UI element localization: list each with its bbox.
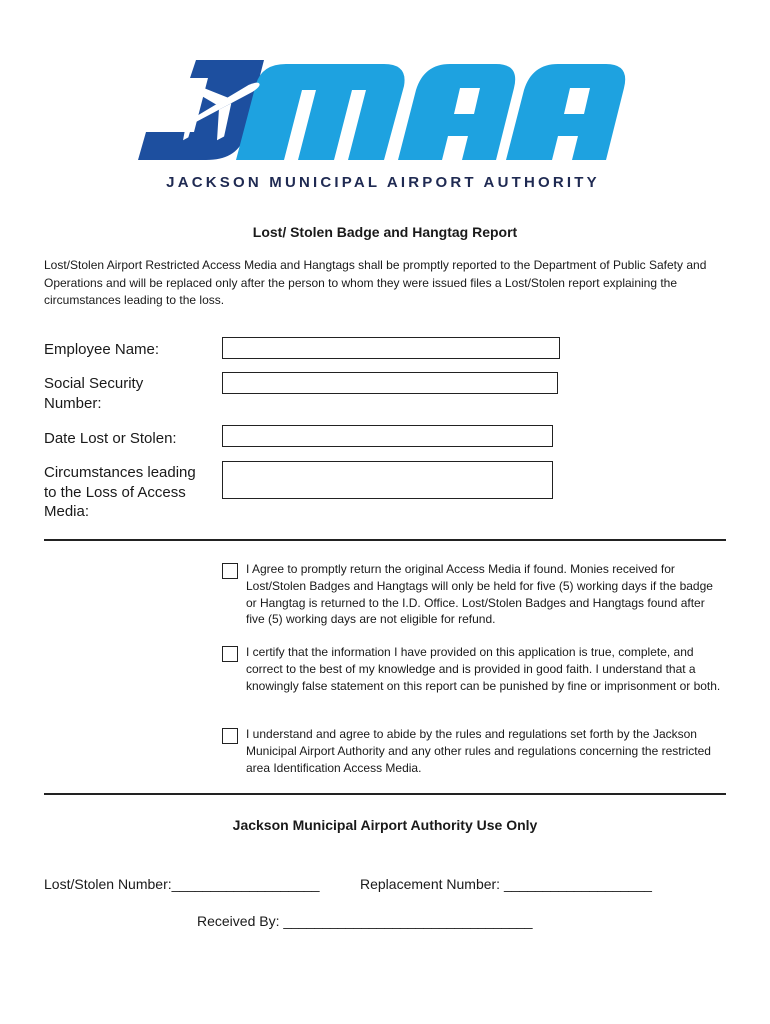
circumstances-field[interactable]	[222, 461, 553, 499]
ssn-label-line1: Social Security	[44, 375, 144, 392]
jmaa-logo-graphic	[136, 56, 641, 176]
circumstances-label	[44, 463, 196, 522]
replacement-number-line[interactable]: Replacement Number: ___________________	[360, 876, 652, 892]
divider-top	[44, 539, 726, 541]
divider-bottom	[44, 793, 726, 795]
employee-name-field[interactable]	[222, 337, 560, 359]
logo-letter-a2	[506, 64, 625, 160]
agreement-certify-checkbox[interactable]	[222, 646, 238, 662]
logo-letter-a1	[398, 64, 515, 160]
agreement-rules-text: I understand and agree to abide by the rules and regulations set forth by the Jackson Municipal Airport Authority and any other rules and regulations concerning the restricted area Identification Access Media.	[246, 727, 711, 775]
logo-letter-m	[236, 64, 405, 160]
date-lost-label: Date Lost or Stolen:	[44, 430, 177, 447]
employee-name-label: Employee Name:	[44, 341, 160, 358]
form-title: Lost/ Stolen Badge and Hangtag Report	[252, 224, 518, 240]
received-by-line[interactable]: Received By: ________________________________	[197, 913, 533, 929]
authority-name: JACKSON MUNICIPAL AIRPORT AUTHORITY	[166, 174, 600, 191]
ssn-label-line2: Number:	[44, 394, 102, 412]
circumstances-label-line2: to the Loss of Access	[44, 483, 186, 501]
circumstances-label-line3: Media:	[44, 503, 90, 520]
date-lost-field[interactable]	[222, 425, 553, 447]
ssn-field[interactable]	[222, 372, 558, 394]
agreement-return-media-text: I Agree to promptly return the original Access Media if found. Monies received for Lost/Stolen Badges and Hangtags will only be held for five (5) working days if the badge or Hangtag is returned to the I.D. Office. Lost/Stolen Badges and Hangtags found after five (5) working days are not eligible for refund.	[246, 562, 713, 627]
circumstances-label-line1: Circumstances leading	[44, 464, 196, 481]
agreement-rules-checkbox[interactable]	[222, 728, 238, 744]
intro-paragraph: Lost/Stolen Airport Restricted Access Media and Hangtags shall be promptly reported to the Department of Public Safety and Operations and will be replaced only after the person to whom they were issued files a Lost/Stolen report explaining the circumstances leading to the loss.	[44, 258, 707, 307]
ssn-label	[44, 374, 143, 413]
agreement-return-media-checkbox[interactable]	[222, 563, 238, 579]
agreement-certify-text: I certify that the information I have provided on this application is true, complete, and correct to the best of my knowledge and is provided in good faith. I understand that a knowingly false statement on this report can be punished by fine or imprisonment or both.	[246, 645, 721, 693]
office-use-title: Jackson Municipal Airport Authority Use Only	[232, 817, 538, 833]
lost-stolen-number-line[interactable]: Lost/Stolen Number:___________________	[44, 876, 320, 892]
